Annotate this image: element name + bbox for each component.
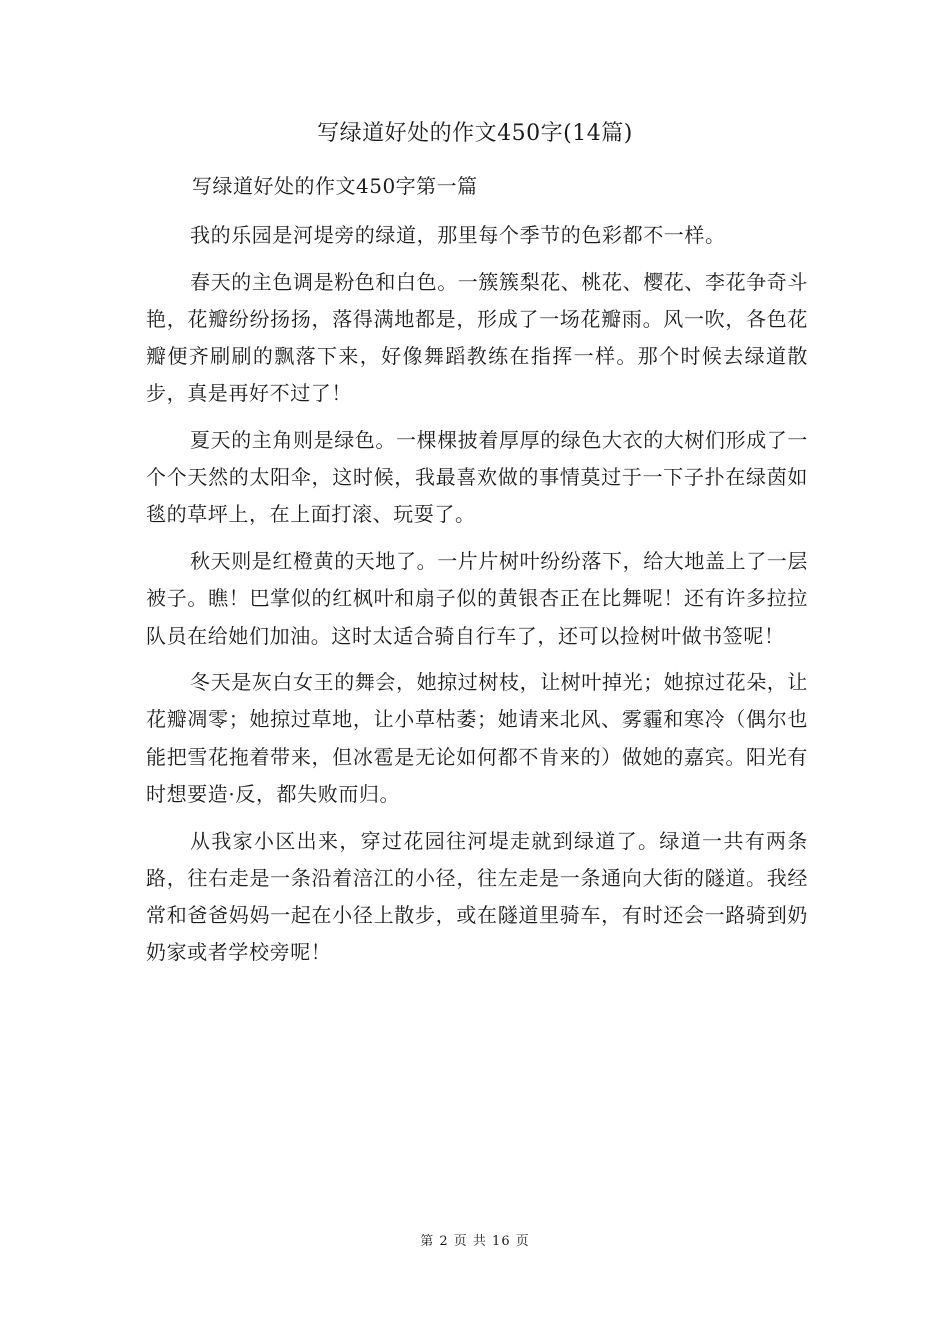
paragraph-intro: 我的乐园是河堤旁的绿道，那里每个季节的色彩都不一样。 [190, 223, 726, 247]
paragraph-summer: 夏天的主角则是绿色。一棵棵披着厚厚的绿色大衣的大树们形成了一个个天然的太阳伞，这时候，我最喜欢做的事情莫过于一下子扑在绿茵如毯的草坪上，在上面打滚、玩耍了。 [146, 428, 808, 527]
document-title: 写绿道好处的作文450字(14篇) [317, 121, 633, 146]
page-number-footer: 第 2 页 共 16 页 [420, 1234, 530, 1249]
paragraph-route: 从我家小区出来，穿过花园往河堤走就到绿道了。绿道一共有两条路，往右走是一条沿着涪江的小径，往左走是一条通向大街的隧道。我经常和爸爸妈妈一起在小径上散步，或在隧道里骑车，有时还会一路骑到奶奶家或者学校旁呢！ [146, 828, 808, 965]
paragraph-autumn: 秋天则是红橙黄的天地了。一片片树叶纷纷落下，给大地盖上了一层被子。瞧！巴掌似的红枫叶和扇子似的黄银杏正在比舞呢！还有许多拉拉队员在给她们加油。这时太适合骑自行车了，还可以捡树叶做书签呢！ [146, 549, 808, 648]
body-text [146, 217, 808, 981]
paragraph-winter: 冬天是灰白女王的舞会，她掠过树枝，让树叶掉光；她掠过花朵，让花瓣凋零；她掠过草地，让小草枯萎；她请来北风、雾霾和寒冷（偶尔也能把雪花拖着带来，但冰雹是无论如何都不肯来的）做她的嘉宾。阳光有时想要造·反，都失败而归。 [146, 670, 808, 806]
section-heading: 写绿道好处的作文450字第一篇 [192, 174, 478, 198]
paragraph-spring: 春天的主色调是粉色和白色。一簇簇梨花、桃花、樱花、李花争奇斗艳，花瓣纷纷扬扬，落得满地都是，形成了一场花瓣雨。风一吹，各色花瓣便齐刷刷的飘落下来，好像舞蹈教练在指挥一样。那个时候去绿道散步，真是再好不过了！ [146, 269, 808, 406]
